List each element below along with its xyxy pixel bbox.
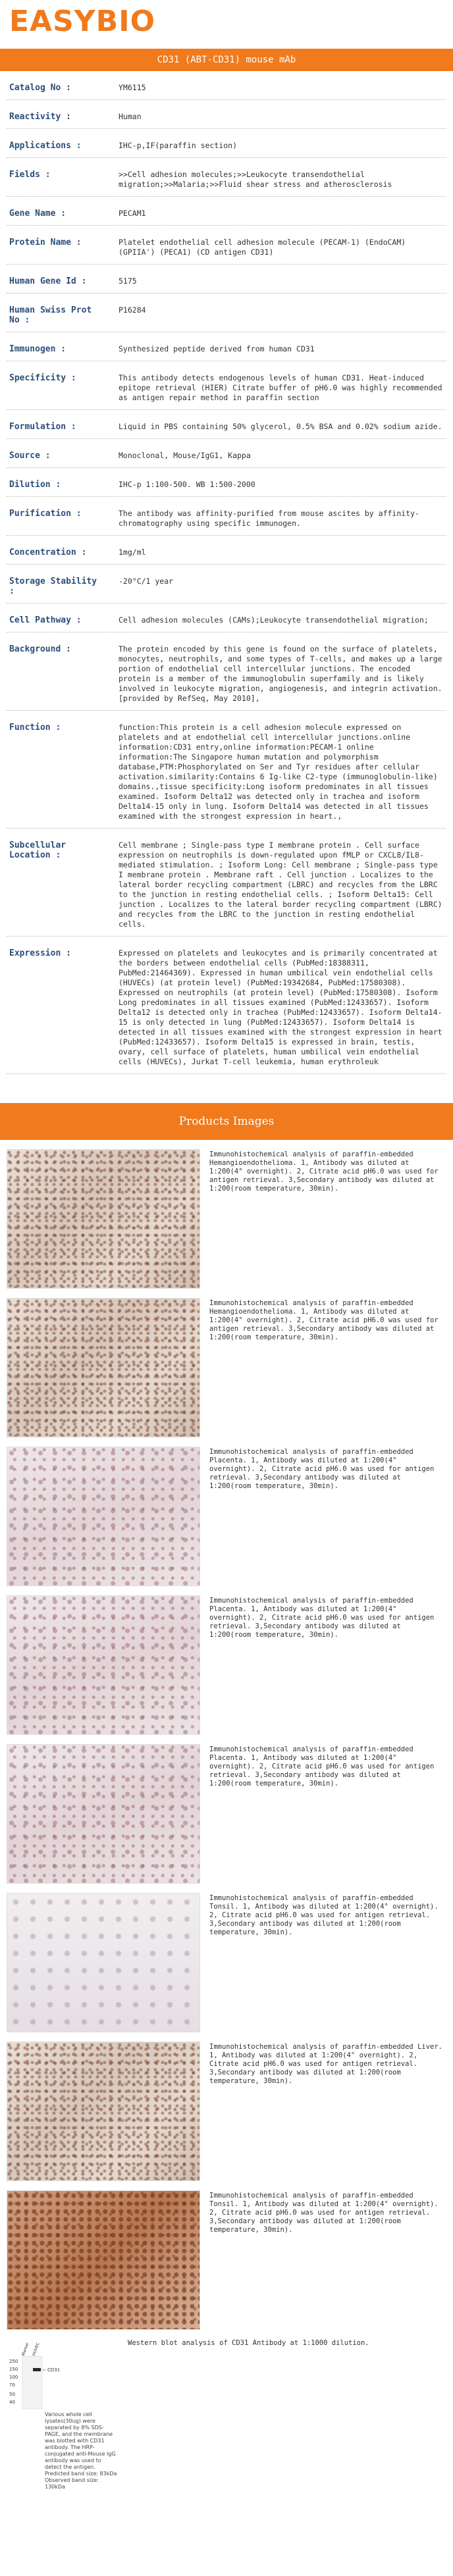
product-image-item (0, 1586, 453, 1735)
info-label: Background : (9, 644, 71, 654)
info-row (7, 197, 446, 226)
product-image-item (0, 2032, 453, 2181)
product-image-item (0, 1140, 453, 1289)
ihc-caption: Immunohistochemical analysis of paraffin-embedded Tonsil. 1, Antibody was diluted at 1:200(4° overnight). 2, Citrate acid pH6.0 was used for antigen retrieval. 3,Secondary antibody was diluted at 1:200(room temperature, 30min). (209, 1894, 439, 1936)
info-row (7, 71, 446, 100)
ihc-caption: Immunohistochemical analysis of paraffin-embedded Tonsil. 1, Antibody was diluted at 1:200(4° overnight). 2, Citrate acid pH6.0 was used for antigen retrieval. 3,Secondary antibody was diluted at 1:200(room temperature, 30min). (209, 2192, 439, 2234)
info-value: Liquid in PBS containing 50% glycerol, 0.5% BSA and 0.02% sodium azide. (119, 422, 442, 431)
info-row (7, 604, 446, 632)
marker-label: 150 (9, 2367, 18, 2372)
product-image-item (0, 2181, 453, 2330)
info-label: Dilution : (9, 480, 61, 490)
info-value: This antibody detects endogenous levels of human CD31. Heat-induced epitope retrieval (HIER) Citrate buffer of pH6.0 was highly recommended as antigen repair method in paraffin section (119, 373, 442, 402)
western-blot-block (0, 2330, 453, 2490)
info-label: Function : (9, 723, 61, 733)
info-label: Source : (9, 451, 51, 461)
info-label: Gene Name : (9, 209, 67, 219)
products-images-header (0, 1103, 453, 1140)
info-value: >>Cell adhesion molecules;>>Leukocyte transendothelial migration;>>Malaria;>>Fluid shear stress and atherosclerosis (119, 170, 392, 189)
info-label: Catalog No : (9, 83, 71, 93)
info-value: Cell membrane ; Single-pass type I membrane protein . Cell surface expression on neutrophils is down-regulated upon fMLP or CXCL8/IL8-mediated stimulation. ; Isoform Long: Cell membrane ; Single-pass type I membrane protein . Membrane raft . Cell junction . Localizes to the lateral border recycling compartment (LBRC) and recycles from the LBRC to the junction in resting endothelial cells. ; Isoform Delta15: Cell junction . Localizes to the lateral border recycling compartment (LBRC) and recycles from the LBRC to the junction in resting endothelial cells. (119, 840, 442, 929)
ihc-image (7, 1595, 200, 1735)
marker-label: 250 (9, 2359, 18, 2364)
logo-text: EASYBIO (9, 5, 155, 38)
info-value: Synthesized peptide derived from human CD31 (119, 344, 315, 353)
info-label: Cell Pathway : (9, 615, 82, 625)
products-images-title: Products Images (178, 1115, 275, 1128)
band-label: CD31 (47, 2367, 61, 2373)
info-value: function:This protein is a cell adhesion molecule expressed on platelets and at endothelial cell intercellular junctions.online information:CD31 entry,online information:PECAM-1 online information:The Singapore human mutation and polymorphism database,PTM:Phosphorylated on Ser and Tyr residues after cellular activation.similarity:Contains 6 Ig-like C2-type (immunoglobulin-like) domains.,tissue specificity:Long isoform predominates in all tissues examined. Isoform Delta12 was detected only in trachea and isoform Delta14-15 only in lung. Isoform Delta14 was detected in all tissues examined with the strongest expression in heart., (119, 723, 438, 821)
info-value: Cell adhesion molecules (CAMs);Leukocyte transendothelial migration; (119, 615, 429, 625)
western-blot-note: Various whole cell lysates(30ug) were separated by 8% SDS-PAGE, and the membrane was blotted with CD31 antibody. The HRP-conjugated anti-Mouse IgG antibody was used to detect the antigen. Predicted band size: 83kDa Observed band size: 130kDa (45, 2411, 117, 2490)
ihc-image (7, 1149, 200, 1289)
ihc-caption: Immunohistochemical analysis of paraffin-embedded Hemangioendothelioma. 1, Antibody was diluted at 1:200(4° overnight). 2, Citrate acid pH6.0 was used for antigen retrieval. 3,Secondary antibody was diluted at 1:200(room temperature, 30min). (209, 1150, 439, 1193)
ihc-caption: Immunohistochemical analysis of paraffin-embedded Placenta. 1, Antibody was diluted at 1:200(4° overnight). 2, Citrate acid pH6.0 was used for antigen retrieval. 3,Secondary antibody was diluted at 1:200(room temperature, 30min). (209, 1448, 435, 1490)
info-row (7, 829, 446, 937)
info-row (7, 937, 446, 1074)
info-row (7, 468, 446, 497)
info-label: Fields : (9, 170, 51, 180)
info-table (0, 71, 453, 1074)
info-value: YM6115 (119, 83, 146, 92)
ihc-caption: Immunohistochemical analysis of paraffin-embedded Placenta. 1, Antibody was diluted at 1:200(4° overnight). 2, Citrate acid pH6.0 was used for antigen retrieval. 3,Secondary antibody was diluted at 1:200(room temperature, 30min). (209, 1597, 435, 1639)
ihc-caption: Immunohistochemical analysis of paraffin-embedded Liver. 1, Antibody was diluted at 1:200(4° overnight). 2, Citrate acid pH6.0 was used for antigen retrieval. 3,Secondary antibody was diluted at 1:200(room temperature, 30min). (209, 2043, 443, 2085)
info-row (7, 158, 446, 197)
marker-label: 40 (9, 2400, 15, 2405)
ihc-caption: Immunohistochemical analysis of paraffin-embedded Hemangioendothelioma. 1, Antibody was diluted at 1:200(4° overnight). 2, Citrate acid pH6.0 was used for antigen retrieval. 3,Secondary antibody was diluted at 1:200(room temperature, 30min). (209, 1299, 439, 1341)
product-image-item (0, 1884, 453, 2032)
info-value: PECAM1 (119, 209, 146, 218)
lane-label-sample: HUVEC (31, 2342, 41, 2357)
info-label: Reactivity : (9, 112, 71, 122)
info-row (7, 439, 446, 468)
info-value: -20°C/1 year (119, 577, 174, 586)
info-value: The protein encoded by this gene is found on the surface of platelets, monocytes, neutrophils, and some types of T-cells, and makes up a large portion of endothelial cell intercellular junctions. The encoded protein is a member of the immunoglobulin superfamily and is likely involved in leukocyte migration, angiogenesis, and integrin activation. [provided by RefSeq, May 2010], (119, 644, 442, 703)
product-images-list (0, 1140, 453, 2330)
info-value: P16284 (119, 305, 146, 315)
info-row (7, 361, 446, 410)
info-row (7, 129, 446, 158)
info-row (7, 410, 446, 439)
lane-label-marker: Marker (20, 2342, 30, 2357)
info-value: Platelet endothelial cell adhesion molecule (PECAM-1) (EndoCAM) (GPIIA') (PECA1) (CD antigen CD31) (119, 238, 406, 257)
info-label: Specificity : (9, 373, 76, 383)
marker-label: 70 (9, 2383, 15, 2388)
product-image-item (0, 1289, 453, 1437)
blot-membrane (22, 2356, 42, 2409)
info-value: Expressed on platelets and leukocytes and is primarily concentrated at the borders between endothelial cells (PubMed:18388311, PubMed:21464369). Expressed in human umbilical vein endothelial cells (HUVECs) (at protein level) (PubMed:19342684, PubMed:17580308). Expressed on neutrophils (at protein level) (PubMed:17580308). Isoform Long predominates in all tissues examined (PubMed:12433657). Isoform Delta12 is detected only in trachea (PubMed:12433657). Isoform Delta14-15 is only detected in lung (PubMed:12433657). Isoform Delta14 is detected in all tissues examined with the strongest expression in heart (PubMed:12433657). Isoform Delta15 is expressed in brain, testis, ovary, cell surface of platelets, human umbilical vein endothelial cells (HUVECs), Jurkat T-cell leukemia, human erythroleuk (119, 948, 442, 1066)
info-label: Purification : (9, 509, 82, 519)
info-row (7, 497, 446, 536)
info-row (7, 100, 446, 129)
info-label: Concentration : (9, 548, 87, 557)
ihc-image (7, 1447, 200, 1586)
info-value: IHC-p,IF(paraffin section) (119, 141, 238, 150)
info-label: Human Gene Id : (9, 276, 87, 286)
info-row (7, 294, 446, 332)
ihc-image (7, 1298, 200, 1437)
info-row (7, 565, 446, 604)
ihc-caption: Immunohistochemical analysis of paraffin-embedded Placenta. 1, Antibody was diluted at 1:200(4° overnight). 2, Citrate acid pH6.0 was used for antigen retrieval. 3,Secondary antibody was diluted at 1:200(room temperature, 30min). (209, 1745, 435, 1788)
brand-logo (0, 0, 453, 42)
info-value: 5175 (119, 276, 137, 286)
western-blot-caption: Western blot analysis of CD31 Antibody at 1:1000 dilution. (128, 2339, 369, 2347)
ihc-image (7, 1744, 200, 1884)
info-row (7, 332, 446, 361)
marker-label: 100 (9, 2375, 18, 2380)
product-image-item (0, 1735, 453, 1884)
product-image-item (0, 1437, 453, 1586)
info-label: Formulation : (9, 422, 76, 432)
info-value: Human (119, 112, 142, 121)
product-title-bar (0, 49, 453, 71)
info-row (7, 265, 446, 294)
product-title: CD31 (ABT-CD31) mouse mAb (157, 55, 296, 65)
ihc-image (7, 1893, 200, 2032)
western-blot-image (7, 2339, 119, 2490)
marker-label: 50 (9, 2392, 15, 2397)
info-row (7, 711, 446, 829)
info-label: Applications : (9, 141, 82, 151)
info-label: Protein Name : (9, 238, 82, 247)
info-value: The antibody was affinity-purified from mouse ascites by affinity-chromatography using specific immunogen. (119, 509, 419, 528)
info-label: Storage Stability : (9, 577, 97, 596)
ihc-image (7, 2042, 200, 2181)
info-value: 1mg/ml (119, 548, 146, 557)
info-row (7, 226, 446, 265)
info-label: Expression : (9, 948, 71, 958)
info-label: Subcellular Location : (9, 840, 67, 860)
info-label: Human Swiss Prot No : (9, 305, 92, 325)
ihc-image (7, 2190, 200, 2330)
info-value: Monoclonal, Mouse/IgG1, Kappa (119, 451, 251, 460)
info-row (7, 632, 446, 711)
info-row (7, 536, 446, 565)
info-value: IHC-p 1:100-500. WB 1:500-2000 (119, 480, 255, 489)
blot-band (33, 2368, 41, 2371)
info-label: Immunogen : (9, 344, 67, 354)
